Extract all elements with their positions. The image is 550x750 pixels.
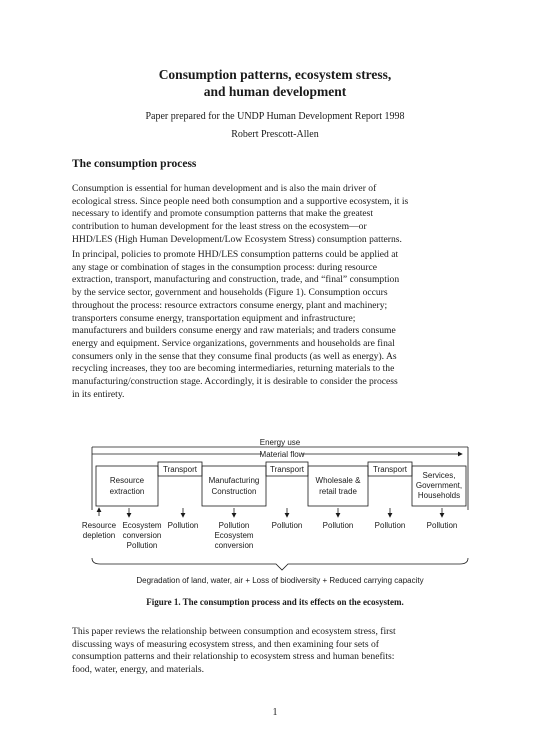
paragraph-line: transporters consume energy, transportation equipment and infrastructure; bbox=[72, 312, 356, 324]
paragraph-line: consumption patterns and their relationship to ecosystem stress and human benefits: bbox=[72, 651, 395, 663]
paragraph-line: recycling increases, they too are becoming intermediaries, returning materials to the bbox=[72, 363, 395, 375]
stage-label: Construction bbox=[211, 487, 257, 496]
stage-label: Wholesale & bbox=[315, 476, 361, 485]
paragraph-line: in its entirety. bbox=[72, 388, 125, 400]
stage-box-manufacturing bbox=[202, 466, 266, 506]
stage-box-resource-extraction bbox=[96, 466, 158, 506]
effect-label: Pollution bbox=[218, 521, 250, 530]
paragraph-line: HHD/LES (High Human Development/Low Ecosystem Stress) consumption patterns. bbox=[72, 233, 402, 245]
effect-label: Ecosystem bbox=[122, 521, 162, 530]
transport-box-2 bbox=[266, 462, 308, 476]
effect-label: conversion bbox=[122, 531, 162, 540]
effect-label: Pollution bbox=[126, 541, 158, 550]
stage-label: extraction bbox=[109, 487, 145, 496]
paragraph-line: consumers only in the sense that they consume final products (as well as energy). As bbox=[72, 350, 397, 362]
paragraph-line: In principal, policies to promote HHD/LES consumption patterns could be applied at bbox=[72, 249, 399, 260]
stage-label: Services, bbox=[422, 471, 456, 480]
stage-label: retail trade bbox=[319, 487, 357, 496]
paragraph-line: ecological stress. Since people need both consumption and a supportive ecosystem, it is bbox=[72, 195, 409, 207]
material-flow-label: Material flow bbox=[259, 450, 305, 459]
paper-title bbox=[0, 66, 550, 100]
paragraph-line: throughout the process: resource extractors consume energy, plant and machinery; bbox=[72, 299, 388, 311]
effect-label: Pollution bbox=[322, 521, 354, 530]
transport-box-1 bbox=[158, 462, 202, 476]
paragraph-line: necessary to identify and promote consumption patterns that make the greatest bbox=[72, 208, 374, 220]
effect-label: depletion bbox=[82, 531, 116, 540]
paragraph-line: manufacturers and builders consume energy and raw materials; and traders consume bbox=[72, 325, 396, 337]
title-line-2: and human development bbox=[203, 84, 347, 99]
paragraph-line: any stage or combination of stages in the consumption process: during resource bbox=[72, 261, 378, 273]
paragraph-line: Consumption is essential for human development and is also the main driver of bbox=[72, 183, 377, 194]
energy-use-label: Energy use bbox=[259, 438, 301, 447]
paragraph-line: energy and equipment. Service organizations, governments and households are final bbox=[72, 337, 395, 349]
stage-label: Resource bbox=[109, 476, 145, 485]
paragraph-1 bbox=[72, 183, 486, 247]
transport-label: Transport bbox=[373, 465, 407, 474]
effect-label: Pollution bbox=[374, 521, 406, 530]
effect-label: Pollution bbox=[167, 521, 199, 530]
paragraph-line: contribution to human development for the least stress on the ecosystem—or bbox=[72, 221, 367, 233]
section-heading: The consumption process bbox=[72, 158, 197, 170]
figure-caption: Figure 1. The consumption process and its effects on the ecosystem. bbox=[146, 597, 404, 607]
paragraph-line: manufacturing/construction stage. Accordingly, it is desirable to consider the process bbox=[72, 376, 398, 388]
effect-label: Pollution bbox=[426, 521, 458, 530]
transport-box-3 bbox=[368, 462, 412, 476]
effects-brace bbox=[92, 558, 468, 570]
degradation-label: Degradation of land, water, air + Loss of biodiversity + Reduced carrying capacity bbox=[136, 576, 424, 585]
paragraph-2 bbox=[72, 249, 486, 401]
title-line-1: Consumption patterns, ecosystem stress, bbox=[158, 67, 392, 82]
paragraph-3 bbox=[72, 626, 486, 677]
stage-label: Government, bbox=[415, 481, 463, 490]
effect-label: Resource bbox=[81, 521, 117, 530]
paper-author: Robert Prescott-Allen bbox=[231, 129, 319, 140]
paragraph-line: This paper reviews the relationship between consumption and ecosystem stress, first bbox=[72, 626, 396, 637]
effect-label: conversion bbox=[214, 541, 254, 550]
stage-label: Households bbox=[417, 491, 461, 500]
stage-box-trade bbox=[308, 466, 368, 506]
page-number: 1 bbox=[272, 707, 278, 718]
paper-subtitle: Paper prepared for the UNDP Human Development Report 1998 bbox=[145, 111, 405, 122]
effect-label: Ecosystem bbox=[214, 531, 254, 540]
stage-box-services bbox=[412, 466, 466, 506]
transport-label: Transport bbox=[270, 465, 304, 474]
stage-label: Manufacturing bbox=[208, 476, 260, 485]
paragraph-line: by the service sector, government and households (Figure 1). Consumption occurs bbox=[72, 287, 388, 299]
paragraph-line: food, water, energy, and materials. bbox=[72, 664, 205, 676]
paragraph-line: extraction, transport, manufacturing and construction, trade, and “final” consumption bbox=[72, 274, 400, 286]
effect-label: Pollution bbox=[271, 521, 303, 530]
transport-label: Transport bbox=[163, 465, 197, 474]
paragraph-line: discussing ways of measuring ecosystem stress, and then examining four sets of bbox=[72, 638, 379, 650]
